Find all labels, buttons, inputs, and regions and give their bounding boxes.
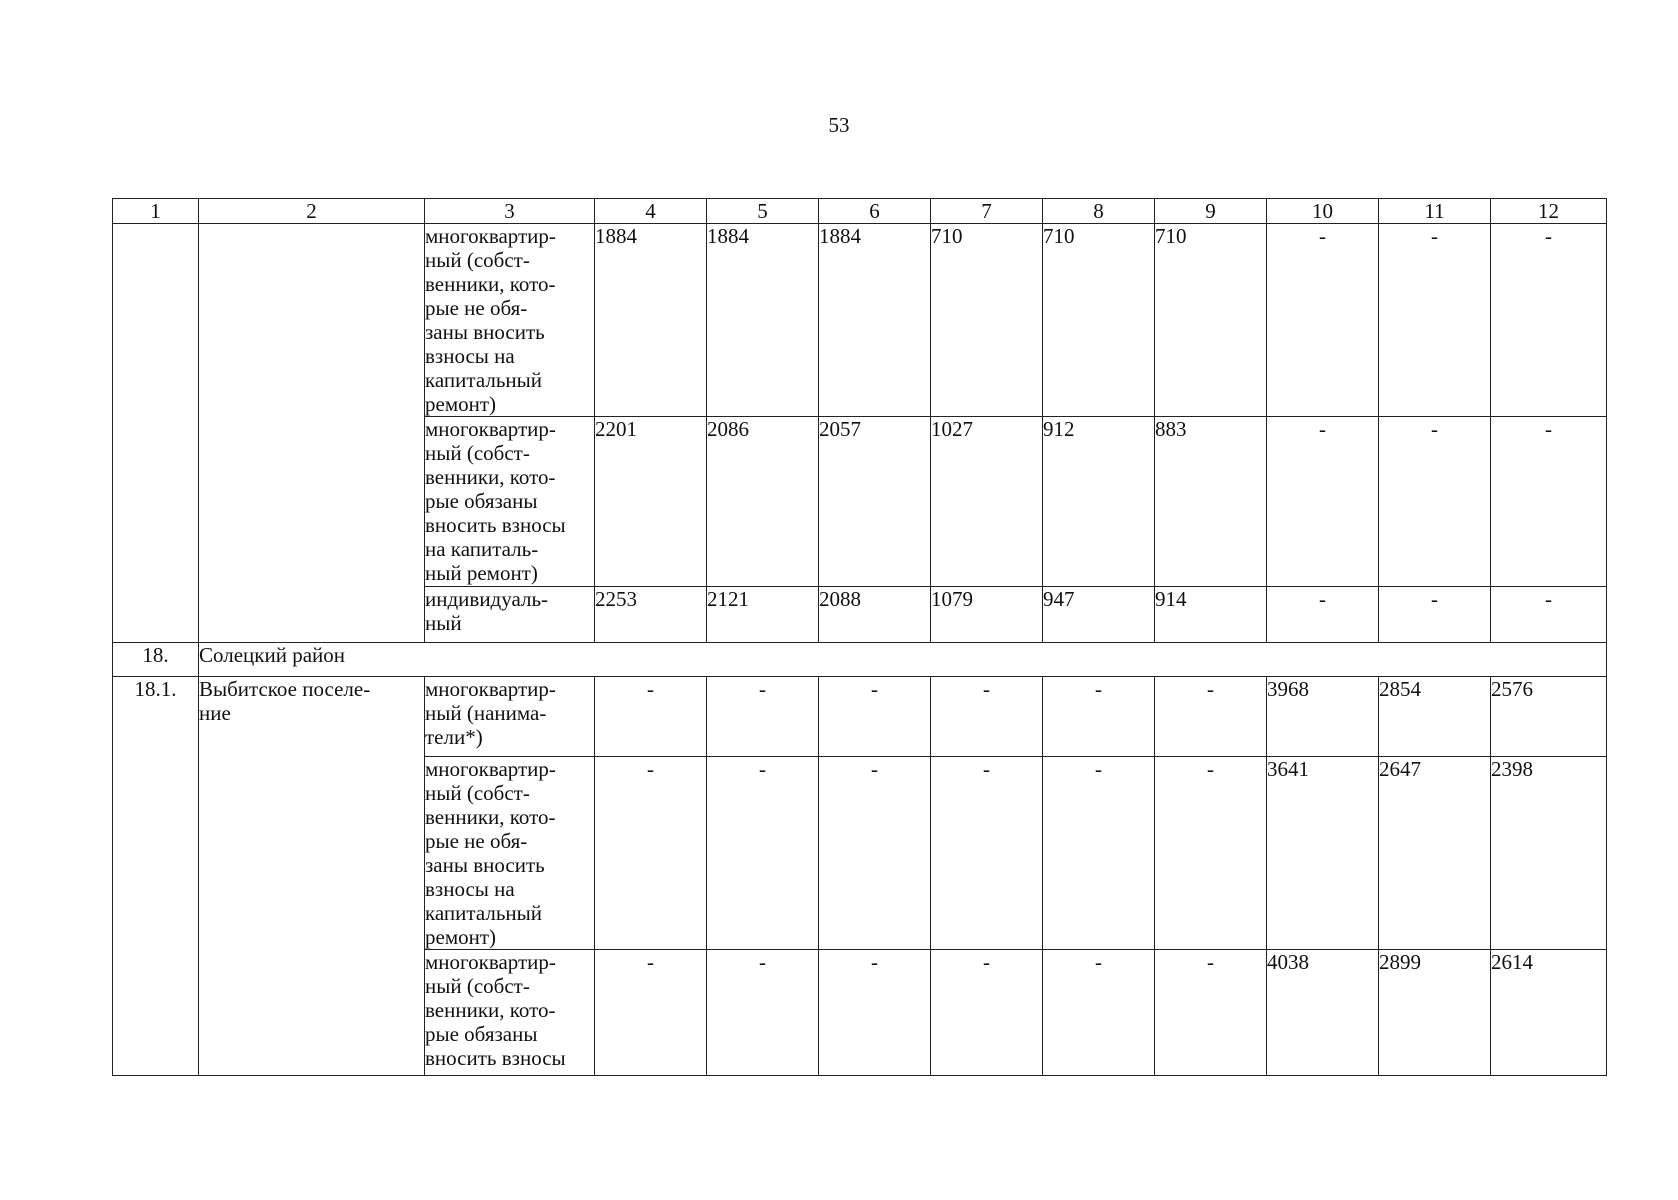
column-header-4: 4 xyxy=(595,199,707,224)
value-cell-col-12: 2576 xyxy=(1491,677,1607,757)
value-cell-col-11: 2854 xyxy=(1379,677,1491,757)
value-cell-col-7: 1027 xyxy=(931,417,1043,587)
value-cell-col-7: 710 xyxy=(931,224,1043,417)
text-line: взносы на xyxy=(425,344,515,368)
text-line: ный (собст- xyxy=(425,248,530,272)
section-name: Солецкий район xyxy=(199,643,1607,677)
section-index: 18. xyxy=(113,643,199,677)
value-cell-col-10: 3641 xyxy=(1267,757,1379,950)
text-line: ный (собст- xyxy=(425,974,530,998)
text-line: капитальный xyxy=(425,901,542,925)
value-cell-col-9: 710 xyxy=(1155,224,1267,417)
text-line: на капиталь- xyxy=(425,537,539,561)
text-line: ремонт) xyxy=(425,392,497,416)
value-cell-col-7: - xyxy=(931,950,1043,1076)
value-cell-col-7: - xyxy=(931,757,1043,950)
value-cell-col-5: 2121 xyxy=(707,587,819,643)
column-header-3: 3 xyxy=(425,199,595,224)
column-header-1: 1 xyxy=(113,199,199,224)
text-line: вносить взносы xyxy=(425,1046,566,1070)
value-cell-col-5: - xyxy=(707,677,819,757)
column-header-row xyxy=(113,199,1607,224)
tariff-table xyxy=(112,198,1607,1076)
text-line: ремонт) xyxy=(425,925,497,949)
value-cell-col-4: - xyxy=(595,950,707,1076)
value-cell-col-9: 914 xyxy=(1155,587,1267,643)
housing-type-cell xyxy=(425,417,595,587)
value-cell-col-5: - xyxy=(707,950,819,1076)
value-cell-col-11: - xyxy=(1379,417,1491,587)
text-line: капитальный xyxy=(425,368,542,392)
value-cell-col-8: - xyxy=(1043,757,1155,950)
value-cell-col-11: 2647 xyxy=(1379,757,1491,950)
value-cell-col-6: - xyxy=(819,757,931,950)
value-cell-col-7: 1079 xyxy=(931,587,1043,643)
value-cell-col-8: - xyxy=(1043,950,1155,1076)
value-cell-col-9: - xyxy=(1155,757,1267,950)
text-line: ный (нанима- xyxy=(425,701,547,725)
housing-type-cell xyxy=(425,224,595,417)
value-cell-col-11: - xyxy=(1379,224,1491,417)
column-header-8: 8 xyxy=(1043,199,1155,224)
value-cell-col-6: 1884 xyxy=(819,224,931,417)
text-line: многоквартир- xyxy=(425,757,556,781)
value-cell-col-6: 2057 xyxy=(819,417,931,587)
text-line: ный xyxy=(425,611,462,635)
value-cell-col-12: 2614 xyxy=(1491,950,1607,1076)
text-line: рые не обя- xyxy=(425,296,528,320)
value-cell-col-11: 2899 xyxy=(1379,950,1491,1076)
column-header-11: 11 xyxy=(1379,199,1491,224)
text-line: венники, кото- xyxy=(425,272,556,296)
value-cell-col-4: 2253 xyxy=(595,587,707,643)
text-line: рые обязаны xyxy=(425,1022,538,1046)
table-body xyxy=(113,199,1607,1076)
housing-type-cell xyxy=(425,587,595,643)
locality-name-cell xyxy=(199,224,425,643)
subsection-index: 18.1. xyxy=(113,677,199,1076)
value-cell-col-4: - xyxy=(595,757,707,950)
column-header-6: 6 xyxy=(819,199,931,224)
value-cell-col-5: 2086 xyxy=(707,417,819,587)
value-cell-col-8: 912 xyxy=(1043,417,1155,587)
text-line: многоквартир- xyxy=(425,224,556,248)
text-line: рые обязаны xyxy=(425,489,538,513)
value-cell-col-4: 2201 xyxy=(595,417,707,587)
value-cell-col-7: - xyxy=(931,677,1043,757)
text-line: многоквартир- xyxy=(425,677,556,701)
value-cell-col-8: 947 xyxy=(1043,587,1155,643)
text-line: многоквартир- xyxy=(425,950,556,974)
value-cell-col-6: - xyxy=(819,677,931,757)
text-line: ный (собст- xyxy=(425,781,530,805)
housing-type-cell xyxy=(425,757,595,950)
value-cell-col-8: - xyxy=(1043,677,1155,757)
value-cell-col-9: 883 xyxy=(1155,417,1267,587)
value-cell-col-10: - xyxy=(1267,587,1379,643)
column-header-7: 7 xyxy=(931,199,1043,224)
text-line: венники, кото- xyxy=(425,805,556,829)
text-line: заны вносить xyxy=(425,853,545,877)
text-line: многоквартир- xyxy=(425,417,556,441)
value-cell-col-6: - xyxy=(819,950,931,1076)
value-cell-col-4: 1884 xyxy=(595,224,707,417)
section-row xyxy=(113,643,1607,677)
value-cell-col-12: - xyxy=(1491,587,1607,643)
subsection-name xyxy=(199,677,425,1076)
text-line: венники, кото- xyxy=(425,998,556,1022)
value-cell-col-10: 3968 xyxy=(1267,677,1379,757)
value-cell-col-9: - xyxy=(1155,677,1267,757)
value-cell-col-9: - xyxy=(1155,950,1267,1076)
text-line: тели*) xyxy=(425,725,483,749)
table-row xyxy=(113,677,1607,757)
housing-type-cell xyxy=(425,950,595,1076)
text-line: взносы на xyxy=(425,877,515,901)
page-number: 53 xyxy=(828,113,850,137)
column-header-12: 12 xyxy=(1491,199,1607,224)
value-cell-col-5: - xyxy=(707,757,819,950)
text-line: венники, кото- xyxy=(425,465,556,489)
value-cell-col-12: - xyxy=(1491,417,1607,587)
text-line: вносить взносы xyxy=(425,513,566,537)
value-cell-col-6: 2088 xyxy=(819,587,931,643)
text-line: ние xyxy=(199,701,231,725)
value-cell-col-10: - xyxy=(1267,417,1379,587)
text-line: рые не обя- xyxy=(425,829,528,853)
table-row xyxy=(113,224,1607,417)
text-line: ный (собст- xyxy=(425,441,530,465)
text-line: индивидуаль- xyxy=(425,587,549,611)
row-index-cell xyxy=(113,224,199,643)
column-header-5: 5 xyxy=(707,199,819,224)
text-line: заны вносить xyxy=(425,320,545,344)
column-header-2: 2 xyxy=(199,199,425,224)
value-cell-col-4: - xyxy=(595,677,707,757)
column-header-9: 9 xyxy=(1155,199,1267,224)
value-cell-col-12: - xyxy=(1491,224,1607,417)
value-cell-col-5: 1884 xyxy=(707,224,819,417)
value-cell-col-12: 2398 xyxy=(1491,757,1607,950)
value-cell-col-11: - xyxy=(1379,587,1491,643)
value-cell-col-8: 710 xyxy=(1043,224,1155,417)
housing-type-cell xyxy=(425,677,595,757)
text-line: ный ремонт) xyxy=(425,561,538,585)
text-line: Выбитское поселе- xyxy=(199,677,371,701)
column-header-10: 10 xyxy=(1267,199,1379,224)
value-cell-col-10: 4038 xyxy=(1267,950,1379,1076)
value-cell-col-10: - xyxy=(1267,224,1379,417)
